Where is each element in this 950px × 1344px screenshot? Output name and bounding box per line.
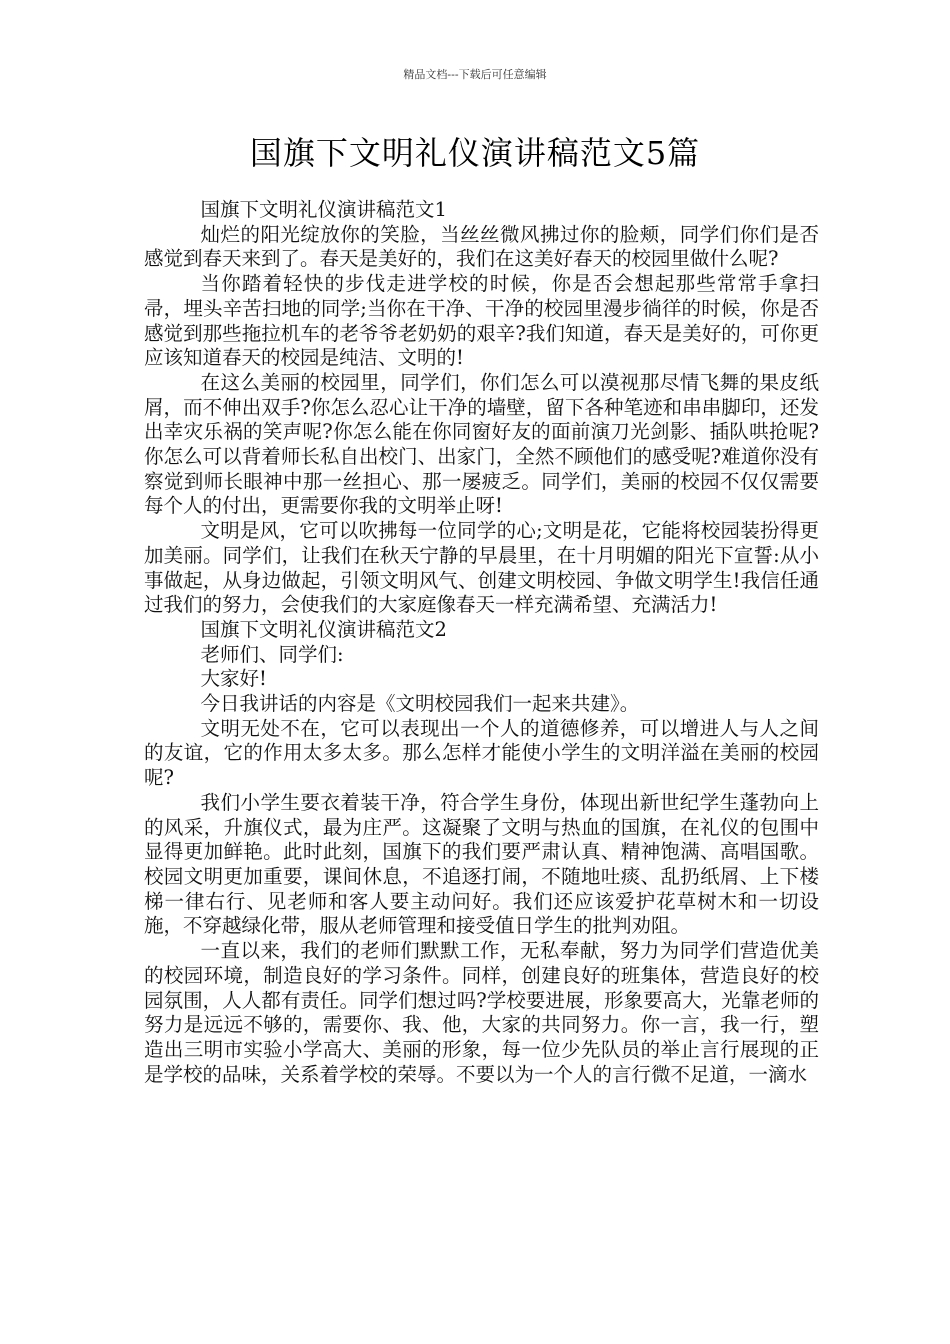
paragraph: 文明是风，它可以吹拂每一位同学的心;文明是花，它能将校园装扮得更加美丽。同学们，让我们在秋天宁静的早晨里，在十月明媚的阳光下宣誓:从小事做起，从身边做起，引领文明风气、创建文明校园、争做文明学生!我信任通过我们的努力，会使我们的大家庭像春天一样充满希望、充满活力!: [144, 519, 819, 617]
salutation: 老师们、同学们:: [200, 642, 344, 666]
document-body: [144, 198, 819, 1087]
paragraph: 文明无处不在，它可以表现出一个人的道德修养，可以增进人与人之间的友谊，它的作用太多太多。那么怎样才能使小学生的文明洋溢在美丽的校园呢?: [144, 716, 819, 790]
header-note: 精品文档---下载后可任意编辑: [403, 68, 547, 81]
section-heading: 国旗下文明礼仪演讲稿范文2: [200, 617, 447, 641]
section-heading: 国旗下文明礼仪演讲稿范文1: [200, 198, 447, 221]
greeting: 大家好!: [200, 667, 267, 691]
paragraph: 一直以来，我们的老师们默默工作，无私奉献，努力为同学们营造优美的校园环境，制造良好的学习条件。同样，创建良好的班集体，营造良好的校园氛围，人人都有责任。同学们想过吗?学校要进展，形象要高大，光靠老师的努力是远远不够的，需要你、我、他，大家的共同努力。你一言，我一行，塑造出三明市实验小学高大、美丽的形象，每一位少先队员的举止言行展现的正是学校的品味，关系着学校的荣辱。不要以为一个人的言行微不足道，一滴水: [144, 939, 819, 1086]
document-title: 国旗下文明礼仪演讲稿范文5篇: [249, 134, 701, 172]
paragraph: 在这么美丽的校园里，同学们，你们怎么可以漠视那尽情飞舞的果皮纸屑，而不伸出双手?你怎么忍心让干净的墙壁，留下各种笔迹和串串脚印，还发出幸灾乐祸的笑声呢?你怎么能在你同窗好友的面前演刀光剑影、插队哄抢呢?你怎么可以背着师长私自出校门、出家门，全然不顾他们的感受呢?难道你没有察觉到师长眼神中那一丝担心、那一屡疲乏。同学们，美丽的校园不仅仅需要每个人的付出，更需要你我的文明举止呀!: [144, 370, 819, 518]
paragraph: 当你踏着轻快的步伐走进学校的时候，你是否会想起那些常常手拿扫帚，埋头辛苦扫地的同学;当你在干净、干净的校园里漫步徜徉的时候，你是否感觉到那些拖拉机车的老爷爷老奶奶的艰辛?我们知道，春天是美好的，可你更应该知道春天的校园是纯洁、文明的!: [144, 272, 819, 370]
paragraph: 灿烂的阳光绽放你的笑脸，当丝丝微风拂过你的脸颊，同学们你们是否感觉到春天来到了。春天是美好的，我们在这美好春天的校园里做什么呢?: [144, 222, 819, 271]
paragraph: 我们小学生要衣着装干净，符合学生身份，体现出新世纪学生蓬勃向上的风采，升旗仪式，最为庄严。这凝聚了文明与热血的国旗，在礼仪的包围中显得更加鲜艳。此时此刻，国旗下的我们要严肃认真、精神饱满、高唱国歌。校园文明更加重要，课间休息，不追逐打闹，不随地吐痰、乱扔纸屑、上下楼梯一律右行、见老师和客人要主动问好。我们还应该爱护花草树木和一切设施，不穿越绿化带，服从老师管理和接受值日学生的批判劝阻。: [144, 790, 819, 938]
paragraph: 今日我讲话的内容是《文明校园我们一起来共建》。: [200, 692, 640, 716]
